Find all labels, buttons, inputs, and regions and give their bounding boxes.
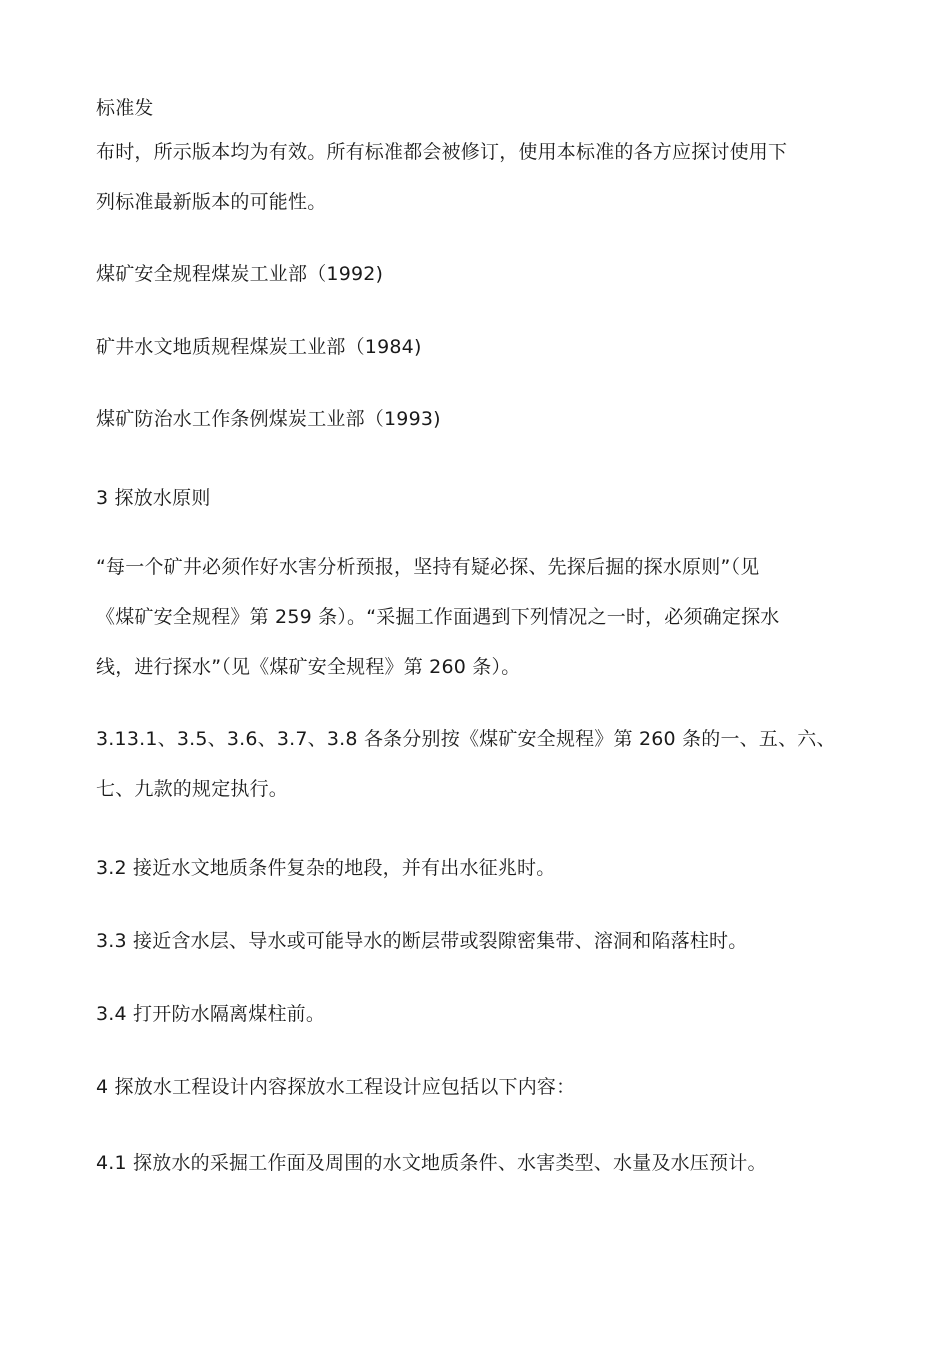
paragraph-line: 七、九款的规定执行。 — [96, 778, 289, 800]
section-heading: 3 探放水原则 — [96, 487, 211, 509]
paragraph-line: 《煤矿安全规程》第 259 条）。“采掘工作面遇到下列情况之一时，必须确定探水 — [96, 606, 780, 628]
list-item: 3.4 打开防水隔离煤柱前。 — [96, 1003, 326, 1025]
list-item: 4.1 探放水的采掘工作面及周围的水文地质条件、水害类型、水量及水压预计。 — [96, 1152, 767, 1174]
paragraph-line: 标准发 — [96, 97, 154, 119]
paragraph-line: 布时，所示版本均为有效。所有标准都会被修订，使用本标准的各方应探讨使用下 — [96, 141, 788, 163]
reference-item: 煤矿安全规程煤炭工业部（1992) — [96, 263, 384, 285]
paragraph-line: 3.13.1、3.5、3.6、3.7、3.8 各条分别按《煤矿安全规程》第 260 条的一、五、六、 — [96, 728, 836, 750]
paragraph-line: “每一个矿井必须作好水害分析预报，坚持有疑必探、先探后掘的探水原则”（见 — [96, 556, 760, 578]
list-item: 3.2 接近水文地质条件复杂的地段，并有出水征兆时。 — [96, 857, 556, 879]
list-item: 3.3 接近含水层、导水或可能导水的断层带或裂隙密集带、溶洞和陷落柱时。 — [96, 930, 748, 952]
reference-item: 煤矿防治水工作条例煤炭工业部（1993) — [96, 408, 441, 430]
reference-item: 矿井水文地质规程煤炭工业部（1984) — [96, 336, 422, 358]
section-heading: 4 探放水工程设计内容探放水工程设计应包括以下内容： — [96, 1076, 576, 1098]
paragraph-line: 线，进行探水”（见《煤矿安全规程》第 260 条）。 — [96, 656, 521, 678]
paragraph-line: 列标准最新版本的可能性。 — [96, 191, 327, 213]
